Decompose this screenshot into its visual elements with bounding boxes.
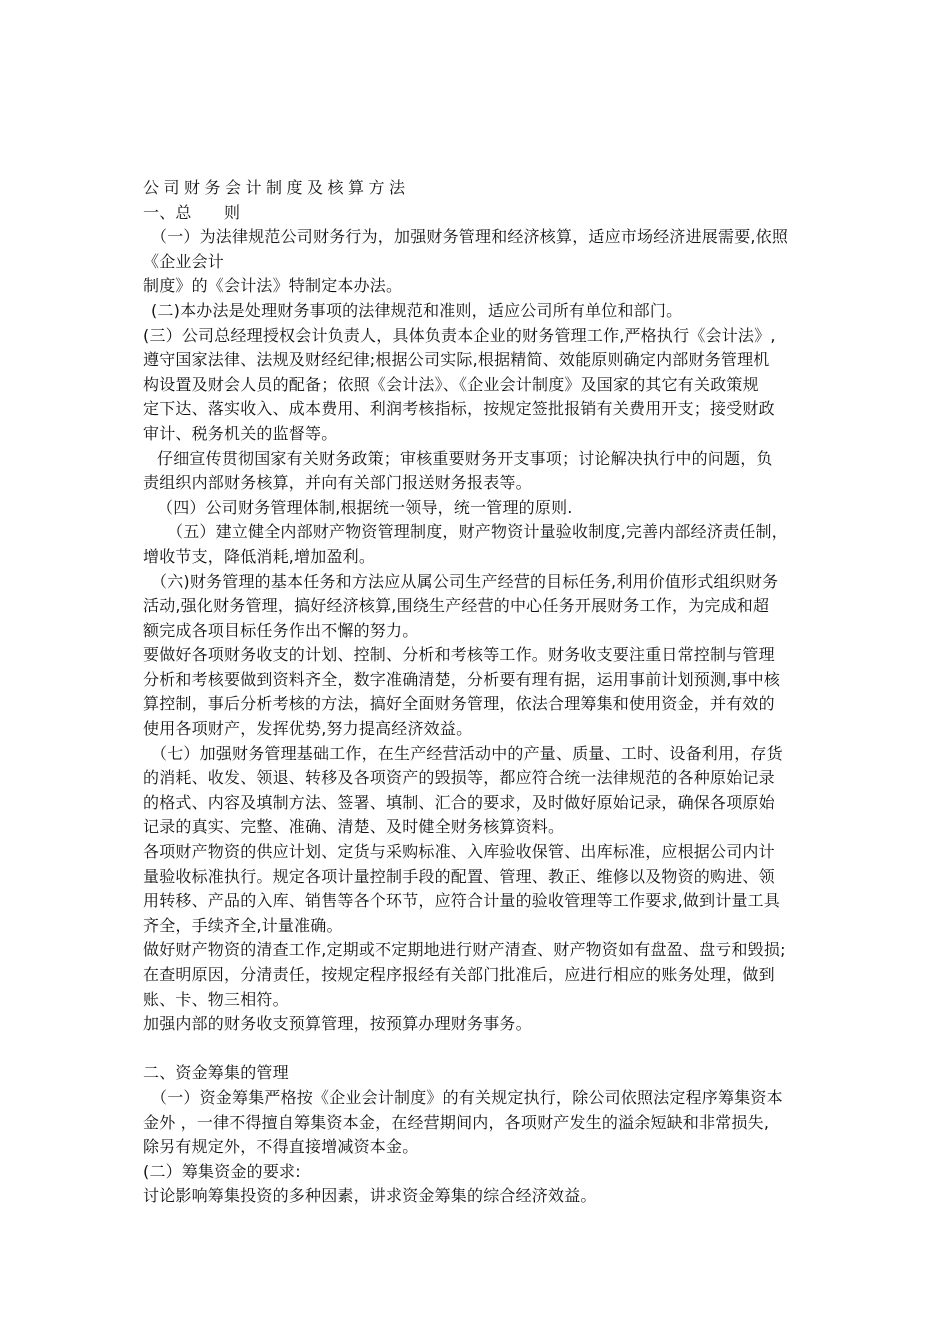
document-title: 公司财务会计制度及核算方法 — [143, 178, 410, 197]
paragraph-line: 额完成各项目标任务作出不懈的努力。 — [143, 620, 419, 640]
paragraph-line: 《企业会计 — [143, 251, 225, 271]
paragraph-line: 用转移、产品的入库、销售等各个环节，应符合计量的验收管理等工作要求,做到计量工具 — [143, 891, 781, 911]
section-heading: 二、资金筹集的管理 — [143, 1063, 289, 1083]
paragraph-line: 量验收标准执行。规定各项计量控制手段的配置、管理、教正、维修以及物资的购进、领 — [143, 866, 775, 886]
paragraph-line: 账、卡、物三相符。 — [143, 989, 289, 1009]
paragraph-line: （五）建立健全内部财产物资管理制度，财产物资计量验收制度,完善内部经济责任制， — [167, 522, 788, 542]
paragraph-line: 审计、税务机关的监督等。 — [143, 423, 338, 443]
paragraph-line: 金外 ，一律不得擅自筹集资本金，在经营期间内，各项财产发生的溢余短缺和非常损失, — [143, 1112, 770, 1132]
paragraph-line: 分析和考核要做到资料齐全，数字准确清楚，分析要有理有据，运用事前计划预测,事中核 — [143, 669, 781, 689]
paragraph-line: 讨论影响筹集投资的多种因素，讲求资金筹集的综合经济效益。 — [143, 1186, 597, 1206]
paragraph-line: 仔细宣传贯彻国家有关财务政策；审核重要财务开支事项；讨论解决执行中的问题，负 — [157, 448, 773, 468]
paragraph-line: 做好财产物资的清查工作,定期或不定期地进行财产清查、财产物资如有盘盈、盘亏和毁损; — [143, 940, 786, 960]
paragraph-line: 要做好各项财务收支的计划、控制、分析和考核等工作。财务收支要注重日常控制与管理 — [143, 645, 775, 665]
paragraph-line: 加强内部的财务收支预算管理，按预算办理财务事务。 — [143, 1014, 532, 1034]
document-body — [143, 176, 823, 1209]
blank-line — [143, 1037, 823, 1062]
paragraph-line: 增收节支，降低消耗,增加盈利。 — [143, 546, 376, 566]
paragraph-line: 活动,强化财务管理，搞好经济核算,围绕生产经营的中心任务开展财务工作，为完成和超 — [143, 596, 770, 616]
paragraph-line: 定下达、落实收入、成本费用、利润考核指标，按规定签批报销有关费用开支；接受财政 — [143, 399, 775, 419]
paragraph-line: （六)财务管理的基本任务和方法应从属公司生产经营的目标任务,利用价值形式组织财务 — [151, 571, 779, 591]
paragraph-line: 各项财产物资的供应计划、定货与采购标准、入库验收保管、出库标准，应根据公司内计 — [143, 842, 775, 862]
paragraph-line: 在查明原因，分清责任，按规定程序报经有关部门批准后，应进行相应的账务处理，做到 — [143, 965, 775, 984]
paragraph-line: (二）筹集资金的要求: — [143, 1161, 301, 1181]
paragraph-line: (二)本办法是处理财务事项的法律规范和准则，适应公司所有单位和部门。 — [151, 300, 683, 320]
paragraph-line: (三）公司总经理授权会计负责人，具体负责本企业的财务管理工作,严格执行《会计法》, — [143, 325, 776, 345]
paragraph-line: 算控制，事后分析考核的方法，搞好全面财务管理，依法合理筹集和使用资金，并有效的 — [143, 694, 775, 714]
paragraph-line: 构设置及财会人员的配备；依照《会计法》、《企业会计制度》及国家的其它有关政策规 — [143, 374, 759, 394]
paragraph-line: （一）资金筹集严格按《企业会计制度》的有关规定执行，除公司依照法定程序筹集资本 — [151, 1087, 783, 1107]
paragraph-line: （一）为法律规范公司财务行为，加强财务管理和经济核算，适应市场经济进展需要,依照 — [151, 227, 789, 247]
paragraph-line: （四）公司财务管理体制,根据统一领导，统一管理的原则. — [157, 497, 573, 517]
paragraph-line: （七）加强财务管理基础工作，在生产经营活动中的产量、质量、工时、设备利用，存货 — [151, 743, 783, 763]
section-heading: 一、总 则 — [143, 202, 241, 222]
paragraph-line: 遵守国家法律、法规及财经纪律;根据公司实际,根据精简、效能原则确定内部财务管理机 — [143, 350, 770, 370]
paragraph-line: 责组织内部财务核算，并向有关部门报送财务报表等。 — [143, 473, 532, 493]
paragraph-line: 记录的真实、完整、准确、清楚、及时健全财务核算资料。 — [143, 817, 565, 837]
paragraph-line: 制度》的《会计法》特制定本办法。 — [143, 276, 403, 296]
paragraph-line: 的消耗、收发、领退、转移及各项资产的毁损等，都应符合统一法律规范的各种原始记录 — [143, 768, 775, 788]
paragraph-line: 使用各项财产，发挥优势,努力提高经济效益。 — [143, 719, 473, 739]
paragraph-line: 除另有规定外，不得直接增减资本金。 — [143, 1137, 419, 1157]
paragraph-line: 的格式、内容及填制方法、签署、填制、汇合的要求，及时做好原始记录，确保各项原始 — [143, 792, 775, 812]
paragraph-line: 齐全，手续齐全,计量准确。 — [143, 915, 343, 935]
